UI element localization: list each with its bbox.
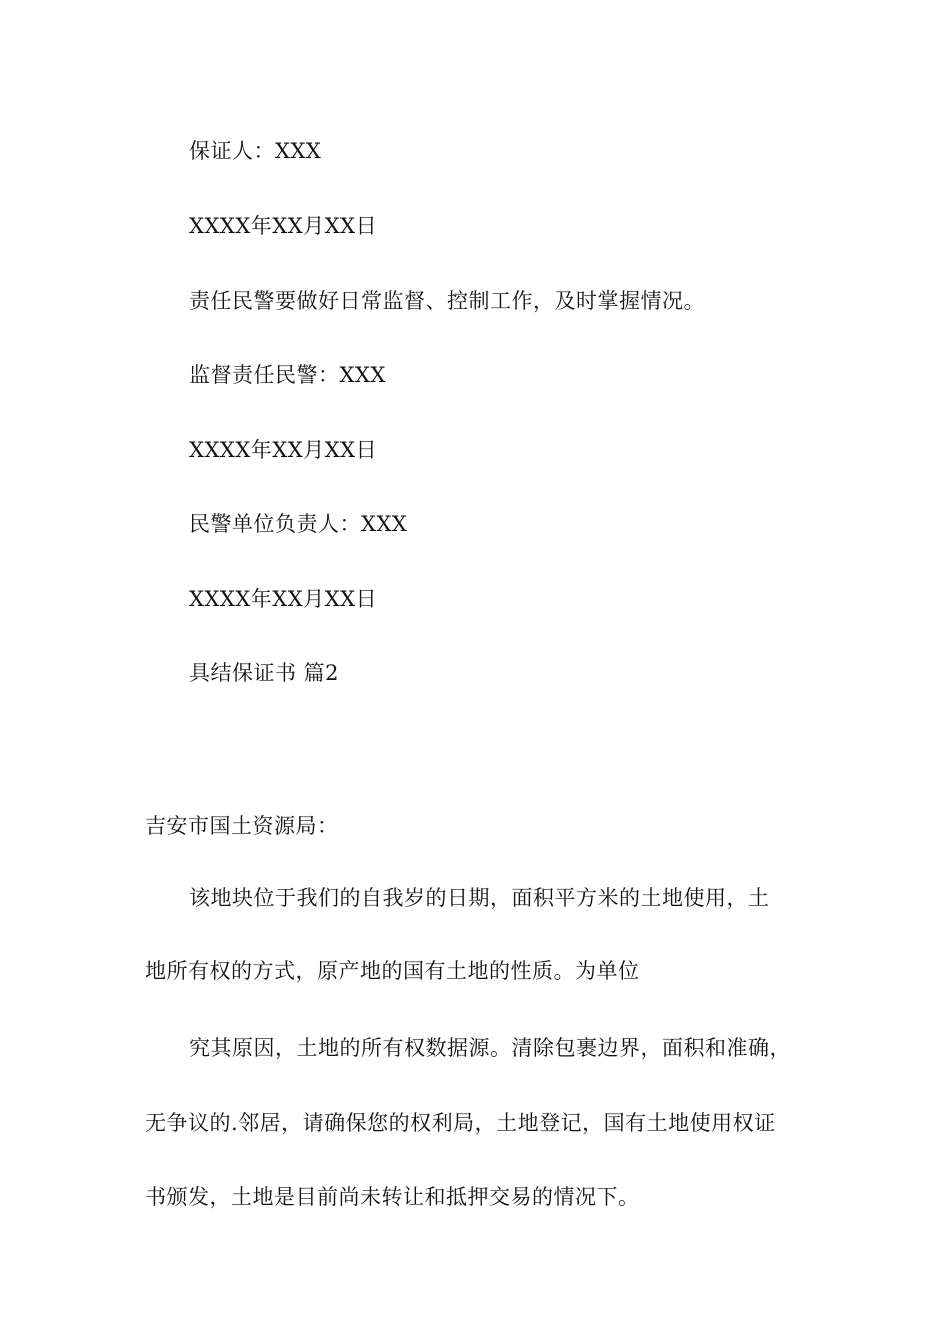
paragraph-line: 责任民警要做好日常监督、控制工作，及时掌握情况。	[189, 289, 705, 313]
paragraph-line: 无争议的.邻居，请确保您的权利局，土地登记，国有土地使用权证	[145, 1111, 776, 1135]
date-line: XXXX年XX月XX日	[189, 587, 378, 611]
section-heading: 具结保证书 篇2	[189, 661, 340, 685]
date-line: XXXX年XX月XX日	[189, 438, 378, 462]
supervisor-line: 监督责任民警：XXX	[189, 363, 386, 387]
addressee-line: 吉安市国土资源局：	[145, 814, 339, 838]
paragraph-line: 书颁发，土地是目前尚未转让和抵押交易的情况下。	[145, 1185, 640, 1209]
date-line: XXXX年XX月XX日	[189, 214, 378, 238]
paragraph-line: 究其原因，土地的所有权数据源。清除包裹边界，面积和准确，	[189, 1036, 791, 1060]
unit-head-line: 民警单位负责人：XXX	[189, 512, 408, 536]
paragraph-line: 地所有权的方式，原产地的国有土地的性质。为单位	[145, 959, 640, 983]
guarantor-line: 保证人：XXX	[189, 139, 322, 163]
paragraph-line: 该地块位于我们的自我岁的日期，面积平方米的土地使用，土	[189, 886, 770, 910]
